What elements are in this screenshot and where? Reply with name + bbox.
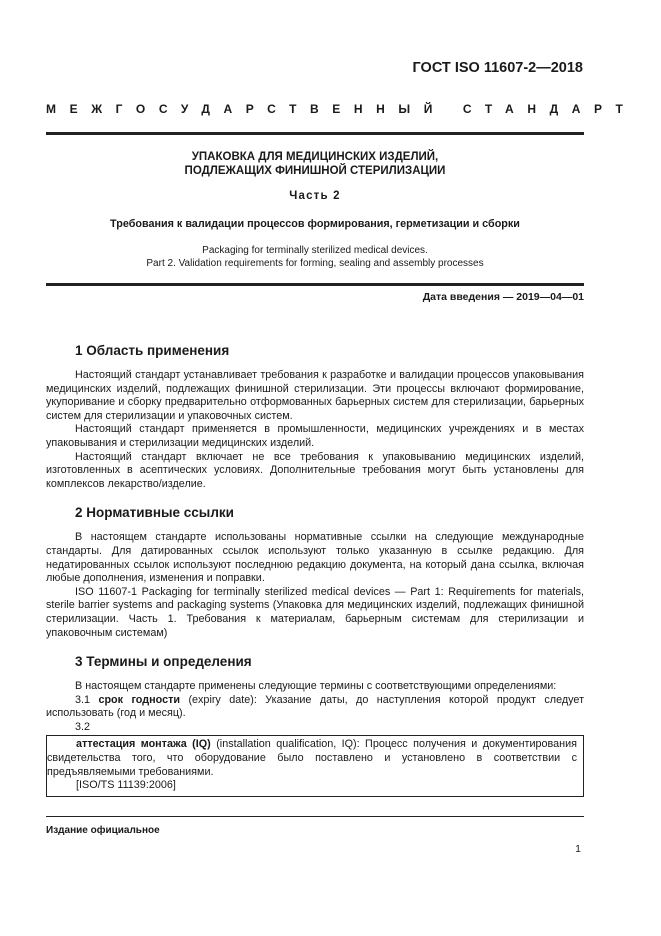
top-divider: [46, 132, 584, 135]
paragraph: В настоящем стандарте использованы нормативные ссылки на следующие международные стандарты. Для датированных ссылок используют только указанную в ссылке редакцию. Для недатированных ссылок используют последнюю редакцию документа, на который дана ссылка, включая любые дополнения, изменения и поправки.: [46, 531, 584, 585]
footer-divider: [46, 816, 584, 817]
term-definition: (expiry date): Указание даты, до наступления которой продукт следует использовать (год и месяц).: [46, 693, 585, 720]
english-title-line-1: Packaging for terminally sterilized medical devices.: [202, 245, 428, 256]
term-name: аттестация монтажа (IQ): [76, 738, 211, 751]
section-heading: 2 Нормативные ссылки: [75, 505, 234, 521]
page-number: 1: [575, 843, 581, 855]
paragraph: Настоящий стандарт устанавливает требования к разработке и валидации процессов упаковывания медицинских изделий, подлежащих финишной стерилизации. Эти процессы включают формирование, укупоривание и сборку предварительно отформованных барьерных систем для стерилизации, барьерных систем для стерилизации и упаковочных систем.: [46, 369, 584, 422]
paragraph: В настоящем стандарте применены следующие термины с соответствующими определениями:: [75, 680, 557, 693]
section-heading: 1 Область применения: [75, 343, 230, 358]
section-terms-definitions: [46, 653, 584, 797]
paragraph: Настоящий стандарт включает не все требования к упаковыванию медицинских изделий, изготовленных в асептических условиях. Дополнительные требования могут быть установлены для комплексов лекарство/изделие.: [46, 450, 584, 490]
paragraph: Настоящий стандарт применяется в промышленности, медицинских учреждениях и в местах упаковывания и стерилизации медицинских изделий.: [46, 423, 584, 449]
document-code: ГОСТ ISO 11607-2—2018: [412, 60, 583, 76]
title-line-1: УПАКОВКА ДЛЯ МЕДИЦИНСКИХ ИЗДЕЛИЙ,: [191, 151, 439, 163]
term-entry: [47, 738, 577, 779]
term-definition: (installation qualification, IQ): Процесс получения и документирования свидетельства того, что оборудование было поставлено и установлено в соответствии с предъявляемыми требованиями.: [47, 738, 578, 778]
english-title-line-2: Part 2. Validation requirements for forming, sealing and assembly processes: [146, 258, 484, 269]
term-box: [46, 735, 584, 796]
section-scope: [46, 342, 584, 491]
introduction-date: Дата введения — 2019—04—01: [422, 291, 584, 303]
english-title: [46, 244, 584, 270]
section-heading: 3 Термины и определения: [75, 654, 252, 670]
official-edition-label: Издание официальное: [46, 825, 160, 836]
document-title: [46, 150, 584, 178]
paragraph: ISO 11607-1 Packaging for terminally sterilized medical devices — Part 1: Requirements for materials, sterile barrier systems and packaging systems (Упаковка для медицинских изделий, подлежащих финишной стерилизации. Часть 1. Требования к материалам, барьерным системам для стерилизации и упаковочным системам): [46, 585, 584, 639]
subtitle: Требования к валидации процессов формирования, герметизации и сборки: [110, 218, 520, 230]
document-body: [46, 340, 584, 797]
term-name: срок годности: [98, 693, 181, 706]
term-entry: [46, 694, 584, 721]
part-title: Часть 2: [289, 190, 341, 202]
term-number: 3.2: [75, 720, 91, 733]
title-line-2: ПОДЛЕЖАЩИХ ФИНИШНОЙ СТЕРИЛИЗАЦИИ: [184, 165, 446, 177]
term-number: 3.1: [75, 693, 91, 706]
section-normative-references: [46, 504, 584, 640]
middle-divider: [46, 283, 584, 286]
interstate-standard-label: МЕЖГОСУДАРСТВЕННЫЙ СТАНДАРТ: [46, 102, 637, 116]
term-source-reference: [ISO/TS 11139:2006]: [76, 779, 176, 792]
